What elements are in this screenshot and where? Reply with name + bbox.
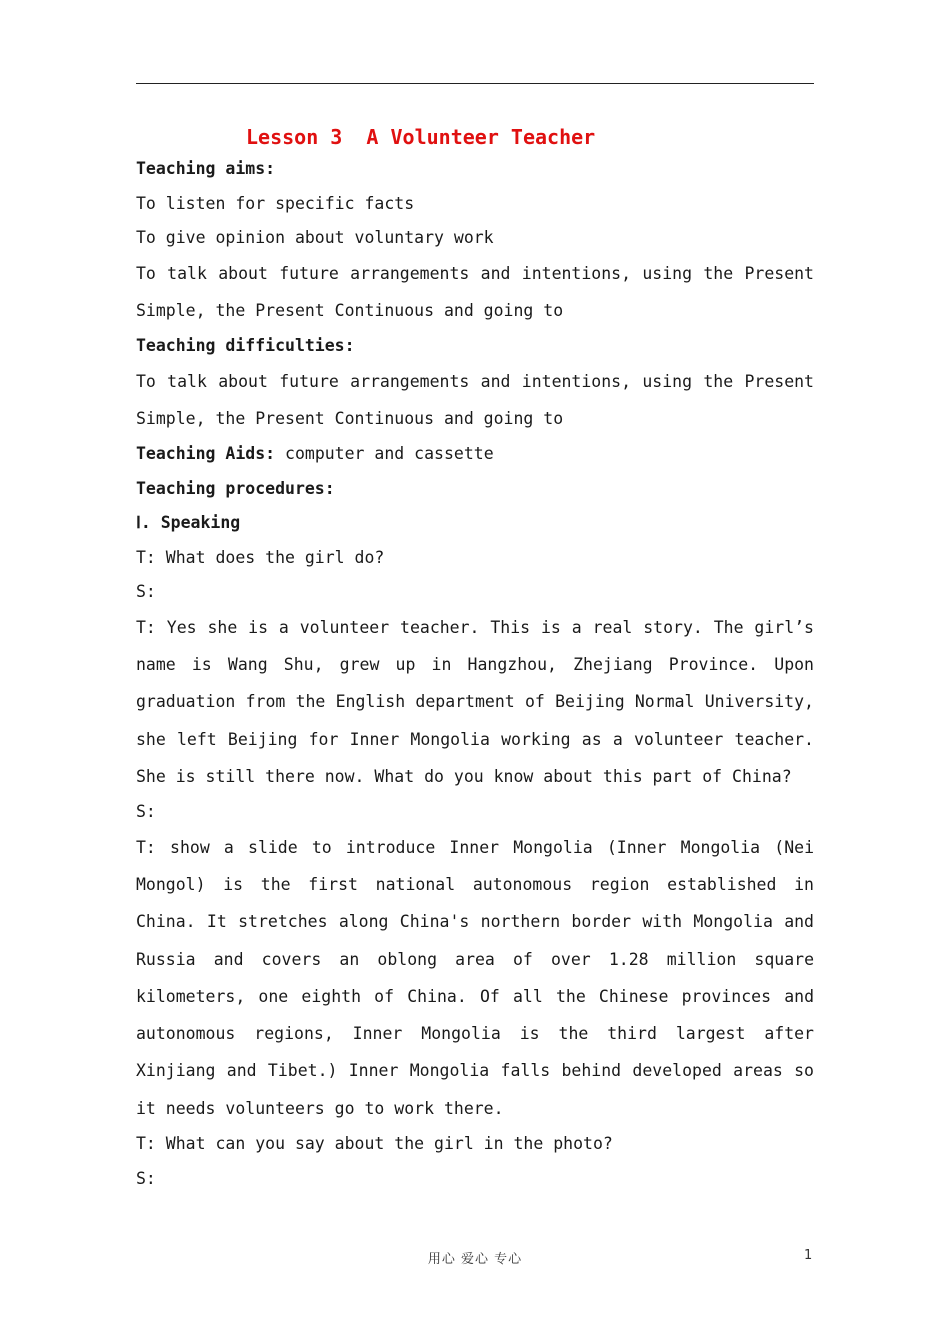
- teaching-aim-item: To give opinion about voluntary work: [136, 228, 494, 247]
- dialogue-line: S:: [136, 582, 156, 602]
- dialogue-line: S:: [136, 1168, 156, 1188]
- dialogue-line: T: What can you say about the girl in the photo?: [136, 1134, 613, 1154]
- dialogue-line: T: Yes she is a volunteer teacher. This is a real story. The girl’s name is Wang Shu, grew up in Hangzhou, Zhejiang Province. Upon graduation from the English department of Beijing Normal University, she left Beijing for Inner Mongolia working as a volunteer teacher. She is still there now. What do you know about this part of China?: [136, 617, 814, 786]
- teaching-aids-line: [136, 437, 814, 472]
- teaching-difficulties-text: To talk about future arrangements and intentions, using the Present Simple, the Present Continuous and going to: [136, 371, 814, 428]
- footer-text: 用心 爱心 专心: [427, 1252, 523, 1267]
- dialogue-line: T: show a slide to introduce Inner Mongolia (Inner Mongolia (Nei Mongol) is the first national autonomous region established in China. It stretches along China's northern border with Mongolia and Russia and covers an oblong area of over 1.28 million square kilometers, one eighth of China. Of all the Chinese provinces and autonomous regions, Inner Mongolia is the third largest after Xinjiang and Tibet.) Inner Mongolia falls behind developed areas so it needs volunteers go to work there.: [136, 837, 814, 1118]
- lesson-title: Lesson 3 A Volunteer Teacher: [246, 125, 596, 149]
- teaching-aim-item: To listen for specific facts: [136, 193, 415, 213]
- teaching-aids-value: computer and cassette: [275, 444, 494, 464]
- teaching-difficulties-heading: Teaching difficulties:: [136, 336, 355, 356]
- teaching-aids-label: Teaching Aids:: [136, 444, 276, 464]
- document-body: [136, 122, 814, 1196]
- section-speaking-heading: Ⅰ. Speaking: [136, 513, 241, 533]
- dialogue-line: T: What does the girl do?: [136, 547, 385, 567]
- header-rule: [136, 83, 814, 84]
- dialogue-line: S:: [136, 802, 156, 822]
- teaching-aim-item: To talk about future arrangements and intentions, using the Present Simple, the Present Continuous and going to: [136, 263, 814, 320]
- page-number: 1: [804, 1248, 813, 1263]
- teaching-aims-heading: Teaching aims:: [136, 159, 276, 178]
- teaching-procedures-heading: Teaching procedures:: [136, 478, 335, 498]
